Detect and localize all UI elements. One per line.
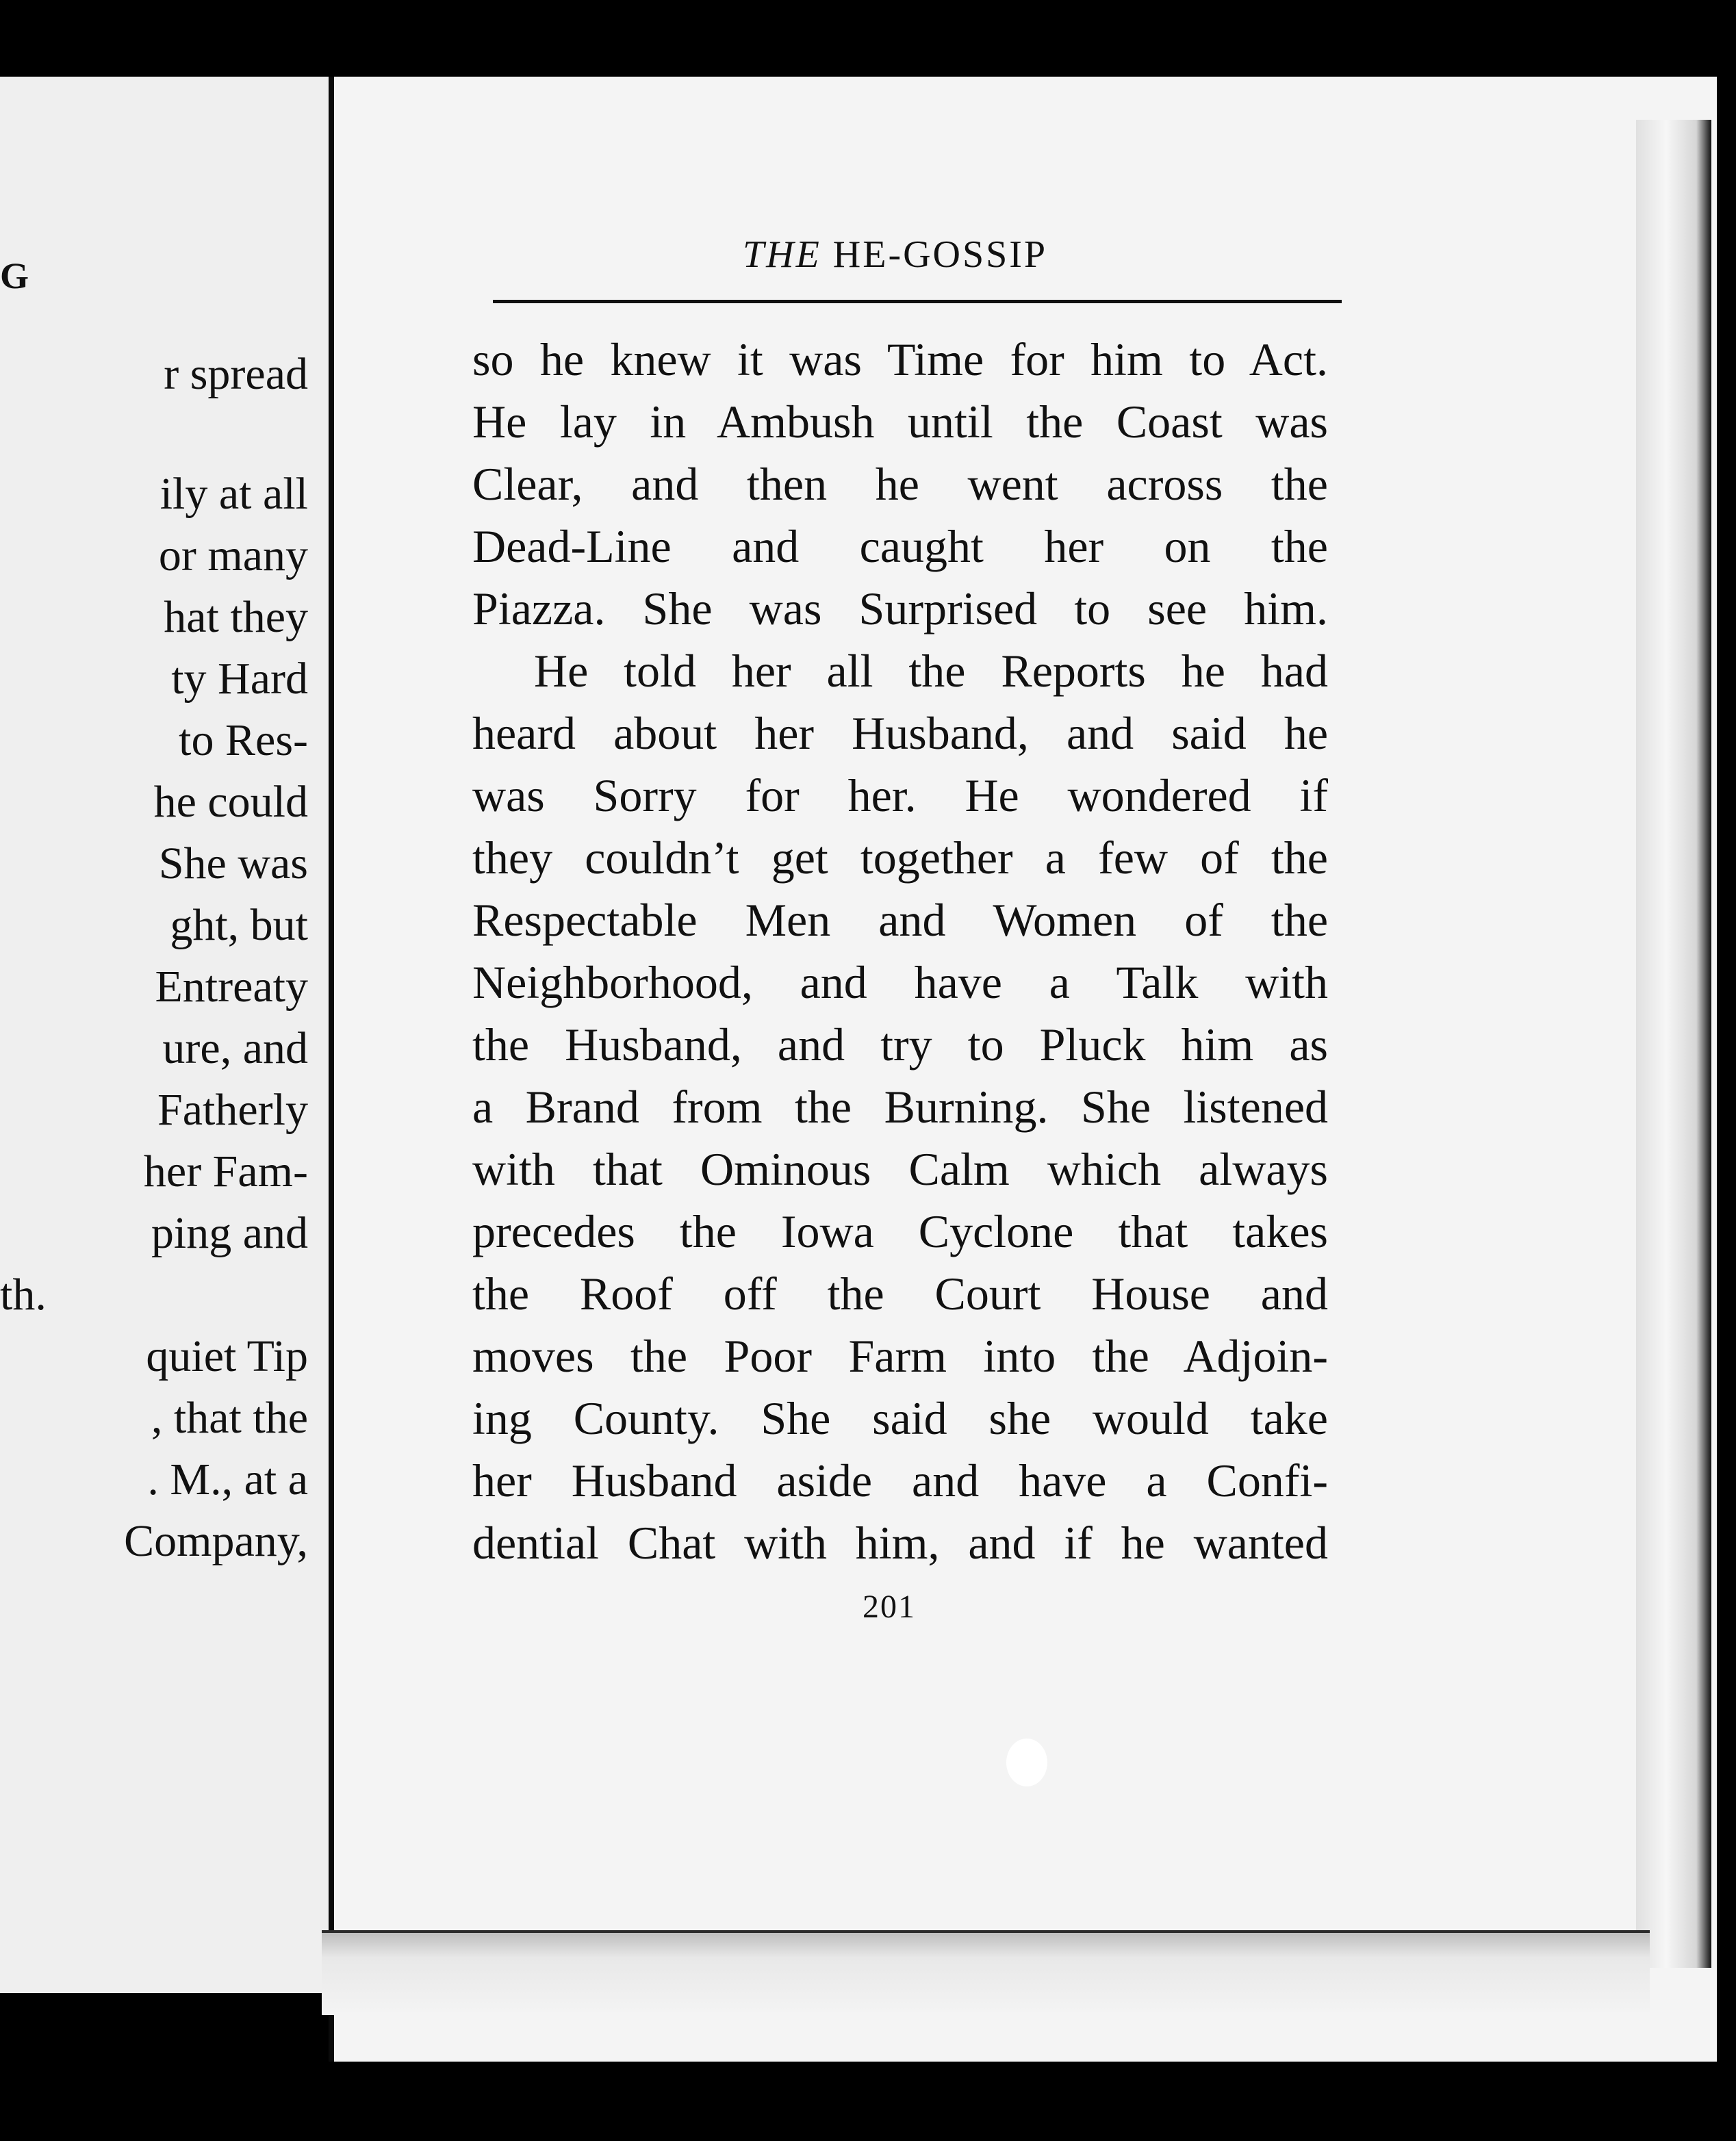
- text-line: dential Chat with him, and if he wanted: [472, 1517, 1328, 1569]
- left-line: Company,: [124, 1516, 308, 1566]
- page-edge-bottom: [322, 1930, 1650, 2015]
- text-line: the Husband, and try to Pluck him as: [472, 1018, 1328, 1070]
- left-running-head: G: [0, 255, 32, 296]
- page-number: 201: [863, 1589, 916, 1625]
- left-line: th.: [0, 1270, 47, 1320]
- page-edge-right: [1636, 120, 1711, 1968]
- text-line: He told her all the Reports he had: [534, 645, 1328, 697]
- left-line: he could: [153, 777, 308, 827]
- running-head-title: HE-GOSSIP: [832, 233, 1048, 276]
- paper-spot: [1006, 1739, 1047, 1786]
- running-head-italic: THE: [743, 233, 821, 276]
- left-line: ght, but: [170, 900, 308, 950]
- left-line: ping and: [151, 1208, 308, 1258]
- left-line: her Fam-: [143, 1146, 308, 1196]
- left-line: hat they: [164, 592, 308, 642]
- text-line: with that Ominous Calm which always: [472, 1143, 1328, 1195]
- left-line: to Res-: [179, 715, 308, 765]
- left-line: Fatherly: [157, 1085, 308, 1135]
- text-line: Respectable Men and Women of the: [472, 894, 1328, 946]
- left-line: ure, and: [162, 1023, 308, 1073]
- text-line: was Sorry for her. He wondered if: [472, 769, 1328, 821]
- left-line: quiet Tip: [146, 1331, 308, 1381]
- text-line: precedes the Iowa Cyclone that takes: [472, 1205, 1328, 1257]
- text-line: so he knew it was Time for him to Act.: [472, 333, 1328, 385]
- text-line: ing County. She said she would take: [472, 1392, 1328, 1444]
- left-line: Entreaty: [155, 962, 308, 1012]
- left-line: , that the: [151, 1393, 308, 1443]
- text-line: the Roof off the Court House and: [472, 1268, 1328, 1320]
- left-line: r spread: [164, 349, 308, 399]
- text-line: Neighborhood, and have a Talk with: [472, 956, 1328, 1008]
- text-line: Clear, and then he went across the: [472, 458, 1328, 510]
- text-line: Piazza. She was Surprised to see him.: [472, 582, 1328, 634]
- left-page: [0, 77, 333, 1993]
- body-text: [472, 329, 1328, 1574]
- left-line: . M., at a: [147, 1454, 308, 1504]
- left-line: or many: [158, 530, 308, 580]
- head-rule: [493, 300, 1342, 303]
- left-line: ty Hard: [171, 654, 308, 704]
- running-head: [743, 233, 1047, 277]
- text-line: Dead-Line and caught her on the: [472, 520, 1328, 572]
- text-line: heard about her Husband, and said he: [472, 707, 1328, 759]
- text-line: a Brand from the Burning. She listened: [472, 1081, 1328, 1133]
- left-line: ily at all: [159, 469, 308, 519]
- left-line: She was: [158, 838, 308, 888]
- text-line: her Husband aside and have a Confi-: [472, 1454, 1328, 1507]
- text-line: moves the Poor Farm into the Adjoin-: [472, 1330, 1328, 1382]
- text-line: He lay in Ambush until the Coast was: [472, 396, 1328, 448]
- text-line: they couldn’t get together a few of the: [472, 832, 1328, 884]
